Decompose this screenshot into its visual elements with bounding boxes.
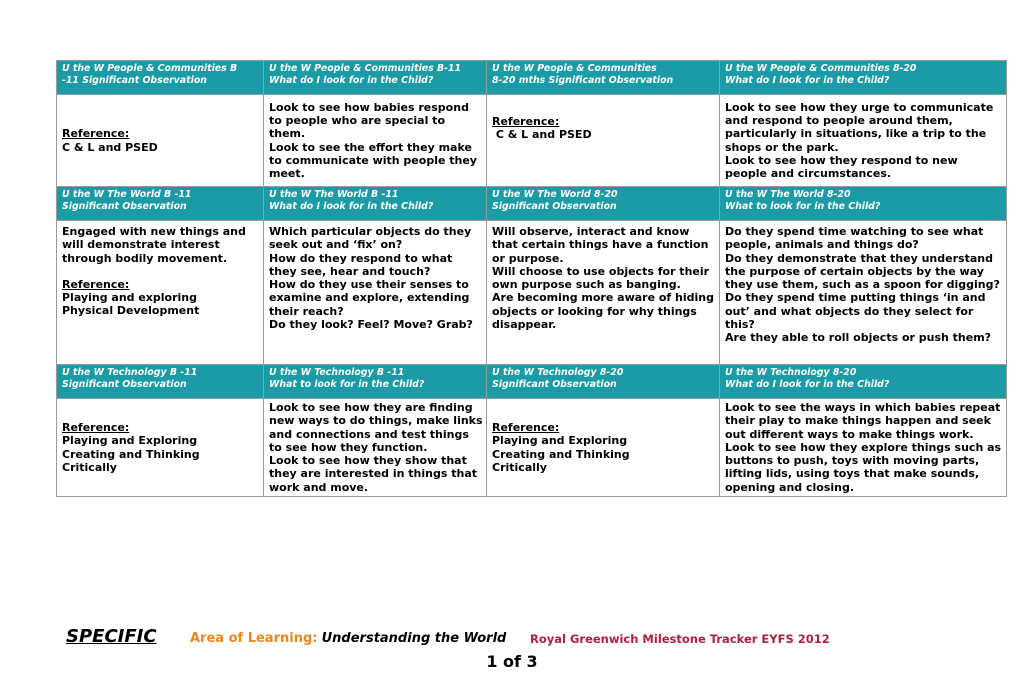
area-value: Understanding the World <box>321 631 507 646</box>
header-cell: U the W The World 8-20 What to look for in the Child? <box>720 187 1007 221</box>
body-row-people-communities <box>57 95 1007 187</box>
look-for-cell: Look to see how they urge to communicate and respond to people around them, particularly in situations, like a trip to the shops or the park. Look to see how they respond to new people and circumstances. <box>720 95 1007 187</box>
reference-label: Reference: <box>62 127 130 141</box>
look-for-cell: Look to see the ways in which babies repeat their play to make things happen and seek out different ways to make things work. Look to see how they explore things such as buttons to push, toys with moving parts, lifting lids, using toys that make sounds, opening and closing. <box>720 399 1007 497</box>
header-row-the-world <box>57 187 1007 221</box>
header-row-technology <box>57 365 1007 399</box>
reference-cell: Reference: Playing and Exploring Creating and Thinking Critically <box>57 399 264 497</box>
page-number: 1 of 3 <box>486 652 538 671</box>
header-row-people-communities <box>57 61 1007 95</box>
observation-cell: Will observe, interact and know that certain things have a function or purpose. Will choose to use objects for their own purpose such as banging. Are becoming more aware of hiding objects or looking for why things disappear. <box>487 221 720 365</box>
header-cell: U the W People & Communities B -11 Significant Observation <box>57 61 264 95</box>
body-row-the-world <box>57 221 1007 365</box>
reference-label: Reference: <box>62 277 130 291</box>
reference-label: Reference: <box>492 420 560 434</box>
header-cell: U the W People & Communities 8-20 What do I look for in the Child? <box>720 61 1007 95</box>
look-for-cell: Which particular objects do they seek out and ‘fix’ on? How do they respond to what they see, hear and touch? How do they use their senses to examine and explore, extending their reach? Do they look? Feel? Move? Grab? <box>264 221 487 365</box>
header-cell: U the W The World B -11 What do I look for in the Child? <box>264 187 487 221</box>
reference-cell: Reference: C & L and PSED <box>57 95 264 187</box>
page-footer <box>0 626 1024 650</box>
specific-label: SPECIFIC <box>66 626 157 647</box>
observation-table <box>56 60 1007 497</box>
header-cell: U the W Technology B -11 Significant Observation <box>57 365 264 399</box>
tracker-title: Royal Greenwich Milestone Tracker EYFS 2012 <box>530 632 830 646</box>
reference-cell: Reference: Playing and Exploring Creating and Thinking Critically <box>487 399 720 497</box>
area-label: Area of Learning: <box>190 631 318 646</box>
reference-cell: Reference: C & L and PSED <box>487 95 720 187</box>
look-for-cell: Look to see how they are finding new ways to do things, make links and connections and test things to see how they function. Look to see how they show that they are interested in things that work and move. <box>264 399 487 497</box>
header-cell: U the W The World 8-20 Significant Observation <box>487 187 720 221</box>
header-cell: U the W Technology 8-20 Significant Observation <box>487 365 720 399</box>
look-for-cell: Do they spend time watching to see what people, animals and things do? Do they demonstrate that they understand the purpose of certain objects by the way they use them, such as a spoon for digging? Do they spend time putting things ‘in and out’ and what objects do they select for this? Are they able to roll objects or push them? <box>720 221 1007 365</box>
header-cell: U the W People & Communities B-11 What do I look for in the Child? <box>264 61 487 95</box>
header-cell: U the W Technology B -11 What to look for in the Child? <box>264 365 487 399</box>
look-for-cell: Look to see how babies respond to people who are special to them. Look to see the effort they make to communicate with people they meet. <box>264 95 487 187</box>
body-row-technology <box>57 399 1007 497</box>
area-of-learning <box>190 631 506 646</box>
reference-label: Reference: <box>62 420 130 434</box>
observation-cell: Engaged with new things and will demonstrate interest through bodily movement. Reference: Playing and exploring Physical Development <box>57 221 264 365</box>
reference-label: Reference: <box>492 115 560 128</box>
header-cell: U the W Technology 8-20 What do I look for in the Child? <box>720 365 1007 399</box>
header-cell: U the W People & Communities 8-20 mths Significant Observation <box>487 61 720 95</box>
header-cell: U the W The World B -11 Significant Observation <box>57 187 264 221</box>
